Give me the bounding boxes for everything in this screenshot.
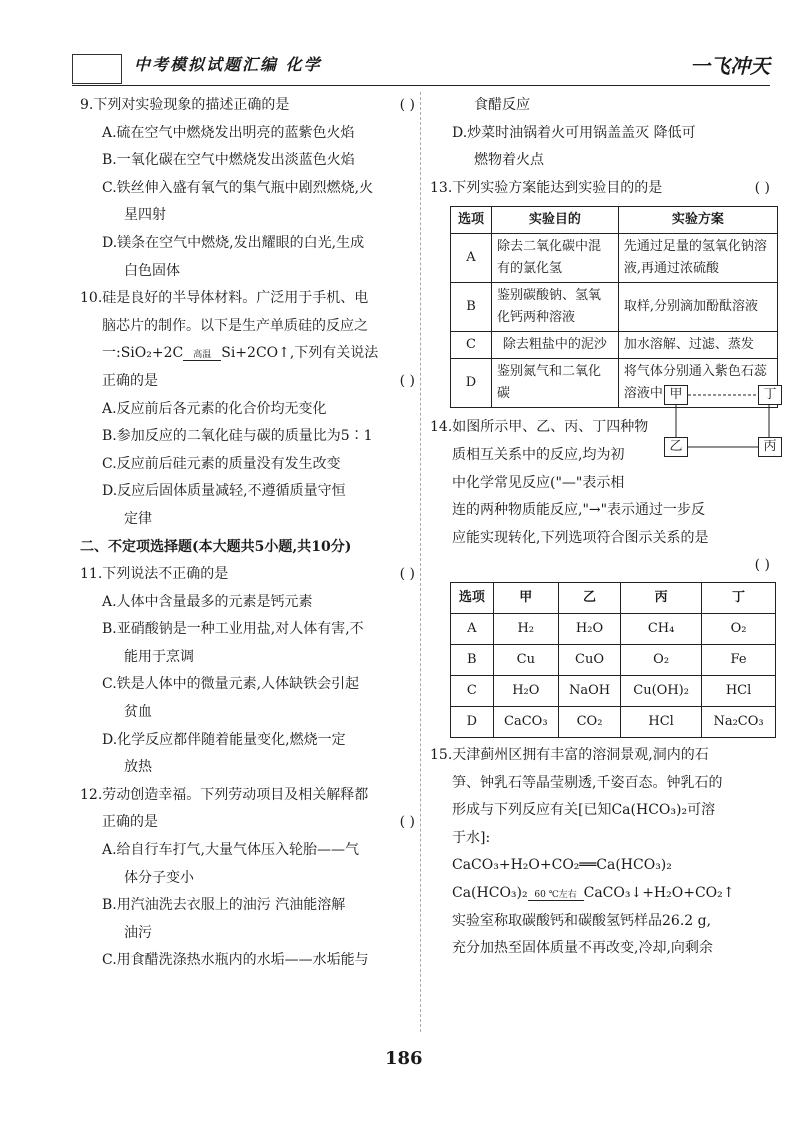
q12-option-a: A.给自行车打气,大量气体压入轮胎——气 — [102, 842, 360, 859]
q14-line5: 应能实现转化,下列选项符合图示关系的是 — [452, 529, 709, 546]
page-header — [72, 50, 770, 80]
q14-answer-paren: ( ) — [754, 557, 770, 574]
table-cell: HCl — [621, 706, 702, 737]
q11-option-d: D.化学反应都伴随着能量变化,燃烧一定 — [102, 731, 346, 748]
question-15 — [430, 742, 770, 963]
column-divider — [420, 92, 421, 1032]
q10-eq-condition: 高温 — [193, 350, 212, 361]
diagram-node-jia: 甲 — [664, 385, 688, 405]
q11-option-d-cont: 放热 — [124, 759, 152, 776]
section-2-heading: 二、不定项选择题(本大题共5小题,共10分) — [80, 538, 352, 555]
q14-diagram — [664, 385, 782, 457]
table-cell: H₂O — [558, 613, 620, 644]
q13-stem: 13.下列实验方案能达到实验目的的是 — [430, 179, 663, 196]
table-cell: CH₄ — [621, 613, 702, 644]
q15-equation-2 — [430, 880, 770, 908]
q10-eq-right: Si+2CO↑,下列有关说法 — [221, 345, 379, 362]
q10-option-c: C.反应前后硅元素的质量没有发生改变 — [102, 455, 341, 472]
q12-option-b: B.用汽油洗去衣服上的油污 汽油能溶解 — [102, 897, 346, 914]
question-11 — [80, 561, 415, 782]
q15-eq2-right: CaCO₃↓+H₂O+CO₂↑ — [583, 884, 735, 901]
diagram-node-yi: 乙 — [664, 437, 688, 457]
q14-line1: 14.如图所示甲、乙、丙、丁四种物 — [430, 419, 649, 436]
q14-header-bing: 丙 — [621, 582, 702, 613]
table-cell: O₂ — [621, 644, 702, 675]
question-9 — [80, 92, 415, 285]
table-cell: B — [451, 644, 494, 675]
question-13 — [430, 175, 770, 409]
table-cell: Cu — [493, 644, 558, 675]
q14-header-jia: 甲 — [493, 582, 558, 613]
q15-eq2-condition: 60 ℃左右 — [534, 889, 577, 900]
q9-answer-paren: ( ) — [399, 97, 415, 113]
q15-equation-1: CaCO₃+H₂O+CO₂══Ca(HCO₃)₂ — [452, 857, 672, 874]
q12-answer-paren: ( ) — [399, 814, 415, 831]
q12-option-b-cont: 油污 — [124, 924, 152, 941]
q15-line5: 实验室称取碳酸钙和碳酸氢钙样品26.2 g, — [452, 912, 712, 929]
q10-option-b: B.参加反应的二氧化硅与碳的质量比为5∶1 — [102, 428, 373, 445]
table-row — [451, 234, 778, 283]
q13-cell-goal: 除去粗盐中的泥沙 — [492, 332, 619, 359]
q10-line4: 正确的是 — [102, 372, 158, 389]
q10-answer-paren: ( ) — [399, 372, 415, 389]
q13-cell-option: C — [451, 332, 492, 359]
table-row — [451, 706, 776, 737]
question-10 — [80, 285, 415, 533]
question-14 — [430, 414, 770, 738]
table-cell: HCl — [702, 675, 776, 706]
header-title: 中考模拟试题汇编 化学 — [134, 55, 322, 74]
q10-option-d-cont: 定律 — [124, 510, 152, 527]
q13-cell-goal: 鉴别碳酸钠、氢氧化钙两种溶液 — [492, 283, 619, 332]
q12-line2: 正确的是 — [102, 814, 158, 831]
table-cell: H₂O — [493, 675, 558, 706]
q10-line2: 脑芯片的制作。以下是生产单质硅的反应之 — [102, 317, 368, 334]
q13-cell-option: A — [451, 234, 492, 283]
page-number: 186 — [385, 1048, 423, 1069]
table-cell: CuO — [558, 644, 620, 675]
q13-cell-option: D — [451, 359, 492, 408]
table-cell: CO₂ — [558, 706, 620, 737]
q12-option-c-cont: 食醋反应 — [474, 97, 530, 113]
q9-option-a: A.硫在空气中燃烧发出明亮的蓝紫色火焰 — [102, 124, 355, 141]
q9-stem: 9.下列对实验现象的描述正确的是 — [80, 97, 290, 113]
diagram-node-bing: 丙 — [758, 437, 782, 457]
q14-line4: 连的两种物质能反应,"→"表示通过一步反 — [452, 502, 706, 519]
q15-line2: 笋、钟乳石等晶莹剔透,千姿百态。钟乳石的 — [452, 774, 723, 791]
q10-option-a: A.反应前后各元素的化合价均无变化 — [102, 400, 327, 417]
left-column — [80, 92, 415, 975]
table-cell: Cu(OH)₂ — [621, 675, 702, 706]
table-cell: Fe — [702, 644, 776, 675]
q14-table — [450, 582, 776, 738]
q13-cell-plan: 先通过足量的氢氧化钠溶液,再通过浓硫酸 — [618, 234, 777, 283]
q9-option-c-cont: 星四射 — [124, 207, 166, 224]
right-column — [430, 92, 770, 963]
q13-answer-paren: ( ) — [754, 179, 770, 196]
q14-line2: 质相互关系中的反应,均为初 — [452, 446, 625, 463]
table-row — [451, 613, 776, 644]
table-cell: H₂ — [493, 613, 558, 644]
q11-option-a: A.人体中含量最多的元素是钙元素 — [102, 593, 313, 610]
table-cell: O₂ — [702, 613, 776, 644]
header-logo — [72, 54, 122, 84]
q11-stem: 11.下列说法不正确的是 — [80, 566, 229, 583]
q10-line3 — [80, 340, 415, 368]
q9-option-d: D.镁条在空气中燃烧,发出耀眼的白光,生成 — [102, 234, 365, 251]
q12-option-d: D.炒菜时油锅着火可用锅盖盖灭 降低可 — [452, 124, 696, 141]
q12-option-a-cont: 体分子变小 — [124, 869, 194, 886]
q13-header-option: 选项 — [451, 207, 492, 234]
q12-option-d-cont: 燃物着火点 — [474, 152, 544, 169]
q15-eq2-left: Ca(HCO₃)₂ — [452, 884, 528, 901]
q10-eq-left: 一:SiO₂+2C — [102, 345, 184, 362]
table-row — [451, 283, 778, 332]
q14-header-ding: 丁 — [702, 582, 776, 613]
q13-cell-goal: 鉴别氮气和二氧化碳 — [492, 359, 619, 408]
q9-option-c: C.铁丝伸入盛有氧气的集气瓶中剧烈燃烧,火 — [102, 179, 374, 196]
table-cell: Na₂CO₃ — [702, 706, 776, 737]
q13-cell-option: B — [451, 283, 492, 332]
q13-cell-goal: 除去二氧化碳中混有的氯化氢 — [492, 234, 619, 283]
q15-line6: 充分加热至固体质量不再改变,冷却,向剩余 — [452, 940, 713, 957]
q13-cell-plan: 加水溶解、过滤、蒸发 — [618, 332, 777, 359]
q12-option-c: C.用食醋洗涤热水瓶内的水垢——水垢能与 — [102, 952, 369, 969]
q12-line1: 12.劳动创造幸福。下列劳动项目及相关解释都 — [80, 786, 369, 803]
table-row — [451, 644, 776, 675]
q13-header-goal: 实验目的 — [492, 207, 619, 234]
table-cell: D — [451, 706, 494, 737]
table-cell: C — [451, 675, 494, 706]
q15-line4: 于水]: — [452, 829, 491, 846]
table-cell: CaCO₃ — [493, 706, 558, 737]
q9-option-d-cont: 白色固体 — [124, 262, 180, 279]
table-cell: A — [451, 613, 494, 644]
q15-line1: 15.天津蓟州区拥有丰富的溶洞景观,洞内的石 — [430, 746, 709, 763]
table-row — [451, 332, 778, 359]
q11-option-b: B.亚硝酸钠是一种工业用盐,对人体有害,不 — [102, 621, 364, 638]
q14-header-yi: 乙 — [558, 582, 620, 613]
q9-option-b: B.一氧化碳在空气中燃烧发出淡蓝色火焰 — [102, 152, 355, 169]
table-row — [451, 675, 776, 706]
q10-option-d: D.反应后固体质量减轻,不遵循质量守恒 — [102, 483, 346, 500]
header-brand: 一飞冲天 — [690, 54, 770, 78]
q11-answer-paren: ( ) — [399, 566, 415, 583]
q11-option-c-cont: 贫血 — [124, 704, 152, 721]
q13-cell-plan: 将气体分别通入紫色石蕊溶液中 — [618, 359, 777, 408]
header-rule — [72, 85, 770, 86]
question-12 — [80, 782, 415, 975]
q14-header-option: 选项 — [451, 582, 494, 613]
q13-cell-plan: 取样,分别滴加酚酞溶液 — [618, 283, 777, 332]
diagram-node-ding: 丁 — [758, 385, 782, 405]
q11-option-b-cont: 能用于烹调 — [124, 648, 194, 665]
table-cell: NaOH — [558, 675, 620, 706]
q15-line3: 形成与下列反应有关[已知Ca(HCO₃)₂可溶 — [452, 802, 716, 819]
q11-option-c: C.铁是人体中的微量元素,人体缺铁会引起 — [102, 676, 360, 693]
q13-table — [450, 206, 778, 408]
q14-line3: 中化学常见反应("—"表示相 — [452, 474, 625, 491]
q10-line1: 10.硅是良好的半导体材料。广泛用于手机、电 — [80, 290, 369, 307]
q13-header-plan: 实验方案 — [618, 207, 777, 234]
